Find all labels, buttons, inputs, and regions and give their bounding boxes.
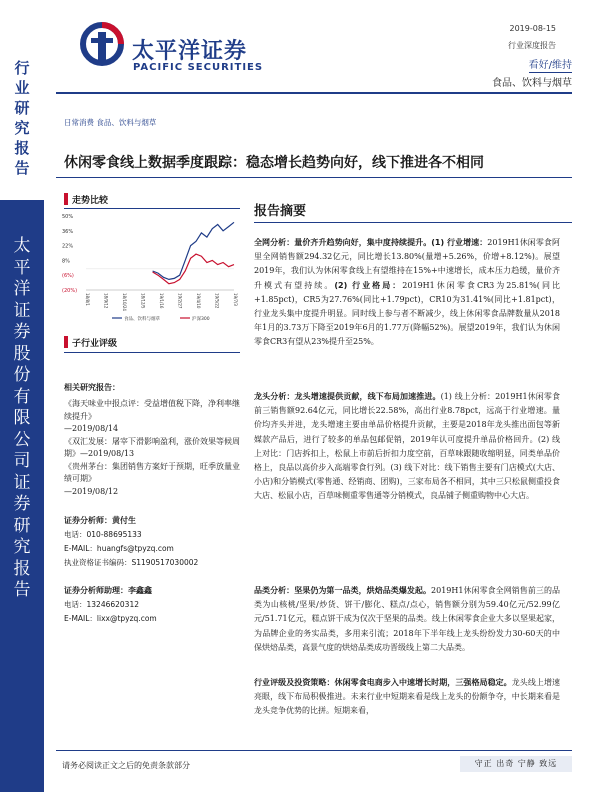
summary-paragraph [254,584,560,655]
summary-rule [254,222,572,223]
analyst-name: 黄付生 [112,516,136,525]
related-item-date: —2019/08/14 [64,424,119,433]
related-list [64,398,240,498]
para-lead: (2) 行业格局： [334,280,403,290]
x-tick-label: 19/4/10 [196,293,201,309]
sidebar-company-label: 太平洋证券股份有限公司证券研究报告 [13,236,31,600]
report-date: 2019-08-15 [509,24,556,33]
analyst-card [64,514,198,570]
analyst-email[interactable]: E-MAIL：huangfs@tpyzq.com [64,544,174,553]
para-lead: 龙头分析：龙头增速提供贡献，线下布局加速推进。 [254,392,441,401]
sector-label: 食品、饮料与烟草 [492,78,572,89]
analyst-cert: 执业资格证书编码：S1190517030002 [64,558,199,567]
analyst-phone: 电话：13246620312 [64,600,139,609]
para-text: 2019H1休闲零食全网销售前三的品类为山核桃/坚果/炒货、饼干/膨化、糕点/点心，销售额分别为59.40亿元/52.99亿元/51.71亿元，糕点饼干成为仅次于坚果的品类。线上休闲零食企业大多以坚果起家，为品牌企业的务实品类，多用来引流；2018年下半年线上龙头纷纷发力30-60天的中保烘焙品类，高景气度的烘焙品类成功晋级线上第二大品类。 [254,586,560,652]
y-tick-label: 8% [62,258,70,265]
series-line [153,222,234,279]
section-marker [64,193,68,205]
footer-divider [56,750,572,751]
analyst-name: 李鑫鑫 [128,586,152,595]
trend-chart-svg [62,210,242,326]
x-tick-label: 18/12/5 [140,293,146,309]
sidebar-top-label: 行业研究报告 [14,59,30,177]
related-item-title: 《双汇发展：屠宰下滑影响盈利，涨价效果等候周期》 [64,436,240,458]
legend-label: 食品、饮料与烟草 [124,317,160,322]
rating-heading: 子行业评级 [72,339,118,349]
related-item-title: 《海天味业中报点评：受益增值税下降，净利率继续提升》 [64,399,240,421]
footer-disclaimer: 请务必阅读正文之后的免责条款部分 [62,761,190,770]
para-text: (1) 线上分析：2019H1休闲零食前三销售额92.64亿元，同比增长22.58%，高出行业8.78pct，远高于行业增速。量价均齐头并进，龙头增速主要由单品价格提升贡献，主要是2018年龙头推出面包等新媒款产品后，进行了较多的单品包邮促销，2019年认可度提升单品价格回升。(2) 线上对比：门店拆扣上，松鼠上市前后折扣力度空前，百草味跟随收缩明显，同类单品价格上，良品以高价步入高端零食行列。(3) 线下对比：线下销售主要有门店模式(大店、小店)和分销模式(零售通、经销商、团购)，三家布局各不相同，其中三只松鼠侧重投食大店、松鼠小店，百草味侧重零售通等分销模式，良品铺子侧重购物中心大店。 [254,392,560,501]
para-lead: 品类分析：坚果仍为第一品类，烘焙品类爆发起。 [254,586,432,595]
rating-rule [64,352,240,353]
report-type: 行业深度报告 [508,41,556,50]
summary-paragraph [254,676,560,719]
analyst-phone: 电话：010-88695133 [64,530,142,539]
x-tick-label: 19/5/22 [214,293,220,309]
page-title: 休闲零食线上数据季度跟踪：稳态增长趋势向好，线下推进各不相同 [64,155,484,171]
related-item[interactable] [64,398,240,436]
para-text: 2019H1休闲零食CR3为25.81%(同比+1.85pct)，CR5为27.76%(同比+1.79pct)，CR10为31.41%(同比+1.81pct)，行业龙头集中度提升明显。同时线上参与者不断减少，线上休闲零食品牌数量从2018年1月的3.73万下降至2019年6月的1.77万(降幅52%)。展望2019年，我们认为休闲零食CR3有望从23%提升至25%。 [254,280,560,347]
summary-paragraph [254,236,560,350]
related-item[interactable] [64,461,240,499]
trend-heading: 走势比较 [72,196,109,206]
x-tick-label: 19/1/16 [159,293,164,309]
related-item-date: —2019/08/12 [64,486,119,496]
legend-label: 沪深300 [192,317,210,322]
x-tick-label: 18/8/1 [85,293,90,306]
section-marker [64,336,68,348]
related-item-date: —2019/08/13 [80,449,135,458]
trend-rule [64,208,240,209]
summary-paragraph [254,390,560,504]
brand-name-cn: 太平洋证券 [132,39,248,64]
related-heading: 相关研究报告： [64,383,120,392]
para-text: 2019H1休闲零食阿里全网销售额294.32亿元，同比增长13.80%(量增+5.26%，价增+8.12%)。展望2019年，我们认为休闲零食线上有望维持在15%+中速增长，成本压力趋缓，量价齐升模式有望持续。 [254,238,560,290]
analyst-role: 证券分析师： [64,516,112,525]
header-divider [56,92,572,94]
analyst-card [64,584,157,626]
x-tick-label: 18/9/12 [103,293,109,309]
brand-name-en: PACIFIC SECURITIES [133,62,264,73]
y-tick-label: (20%) [62,288,78,294]
y-tick-label: (6%) [62,273,74,280]
trend-chart [62,210,242,326]
x-tick-label: 19/7/3 [233,293,238,306]
y-tick-label: 22% [62,243,74,250]
related-item-title: 《贵州茅台：集团销售方案好于预期，旺季放量业绩可期》 [64,461,240,483]
x-tick-label: 19/2/27 [177,293,183,309]
breadcrumb: 日常消费 食品、饮料与烟草 [64,118,157,127]
analyst-role: 证券分析师助理： [64,586,128,595]
pacific-logo-icon [80,20,124,72]
related-item[interactable] [64,436,240,461]
summary-heading: 报告摘要 [254,204,307,219]
x-tick-label: 18/10/24 [122,293,127,311]
para-lead: 全网分析：量价齐升趋势向好，集中度持续提升。(1) 行业增速： [254,238,488,247]
rating-label: 看好/维持 [529,56,572,73]
para-text: 龙头线上增速亮眼，线下布局积极推进。未来行业中短期来看是线上龙头的份额争夺，中长期来看是龙头竞争优势的比拼。短期来看， [254,678,561,716]
footer-motto: 守正 出奇 宁静 致远 [460,756,572,772]
title-divider [56,177,572,178]
y-tick-label: 36% [62,228,74,235]
analyst-email[interactable]: E-MAIL：lixx@tpyzq.com [64,614,157,623]
para-lead: 行业评级及投资策略：休闲零食电商步入中速增长时期，三强格局稳定。 [254,678,512,687]
y-tick-label: 50% [62,214,74,220]
